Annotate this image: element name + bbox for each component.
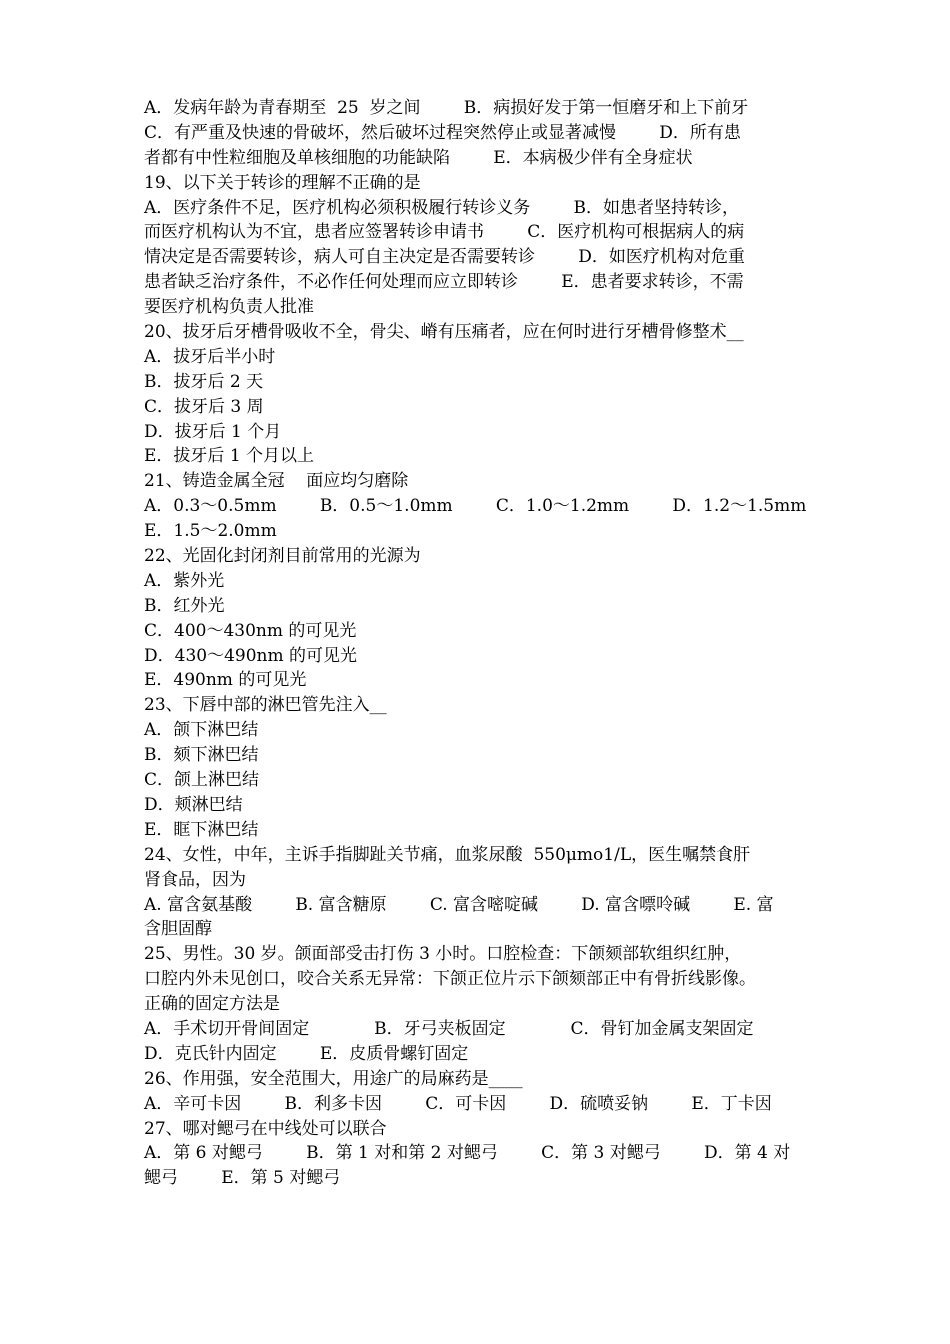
- question-title: 22、光固化封闭剂目前常用的光源为: [144, 546, 421, 567]
- option-line: B．颏下淋巴结: [144, 745, 259, 766]
- question-title: 23、下唇中部的淋巴管先注入__: [144, 695, 387, 716]
- option-line: D．颊淋巴结: [144, 794, 243, 815]
- option-line: E．拔牙后 1 个月以上: [144, 446, 315, 467]
- document-page: [144, 96, 808, 1191]
- question-title: 21、铸造金属全冠 面应均匀磨除: [144, 471, 409, 492]
- option-line: D．克氏针内固定 E．皮质骨螺钉固定: [144, 1043, 469, 1064]
- text-line: 患者缺乏治疗条件，不必作任何处理而应立即转诊 E．患者要求转诊，不需: [144, 272, 744, 293]
- option-line: A．紫外光: [144, 570, 225, 591]
- text-line: A．医疗条件不足，医疗机构必须积极履行转诊义务 B．如患者坚持转诊，: [144, 197, 739, 218]
- question-title: 19、以下关于转诊的理解不正确的是: [144, 172, 421, 193]
- option-line: E．490nm 的可见光: [144, 670, 307, 691]
- option-line: C．颌上淋巴结: [144, 770, 260, 791]
- text-line: C．有严重及快速的骨破坏，然后破坏过程突然停止或显著减慢 D．所有患: [144, 122, 741, 143]
- question-title: 24、女性，中年，主诉手指脚趾关节痛，血浆尿酸 550μmo1/L，医生嘱禁食肝: [144, 844, 751, 865]
- option-line: E．1.5～2.0mm: [144, 521, 277, 542]
- option-line: C．拔牙后 3 周: [144, 396, 264, 417]
- question-title: 27、哪对鳃弓在中线处可以联合: [144, 1118, 387, 1139]
- option-line: A．第 6 对鳃弓 B．第 1 对和第 2 对鳃弓 C．第 3 对鳃弓 D．第 4 对: [144, 1143, 791, 1164]
- text-line: 正确的固定方法是: [144, 994, 280, 1015]
- option-line: A．辛可卡因 B．利多卡因 C．可卡因 D．硫喷妥钠 E．丁卡因: [144, 1093, 772, 1114]
- option-line: A．0.3～0.5mm B．0.5～1.0mm C．1.0～1.2mm D．1.2～1.5mm: [144, 496, 807, 517]
- option-line: 含胆固醇: [144, 919, 212, 940]
- text-line: 要医疗机构负责人批准: [144, 297, 314, 318]
- question-title: 20、拔牙后牙槽骨吸收不全，骨尖、嵴有压痛者，应在何时进行牙槽骨修整术__: [144, 322, 744, 343]
- text-line: 情决定是否需要转诊，病人可自主决定是否需要转诊 D．如医疗机构对危重: [144, 247, 745, 268]
- option-line: B．红外光: [144, 595, 225, 616]
- text-line: 口腔内外未见创口，咬合关系无异常：下颌正位片示下颌颏部正中有骨折线影像。: [144, 969, 756, 990]
- option-line: A. 富含氨基酸 B. 富含糖原 C. 富含嘧啶碱 D. 富含嘌呤碱 E. 富: [144, 894, 774, 915]
- question-title: 26、作用强，安全范围大，用途广的局麻药是____: [144, 1068, 523, 1089]
- option-line: D．拔牙后 1 个月: [144, 421, 282, 442]
- option-line: A．拔牙后半小时: [144, 346, 276, 367]
- option-line: D．430～490nm 的可见光: [144, 645, 357, 666]
- option-line: A．手术切开骨间固定 B．牙弓夹板固定 C．骨钉加金属支架固定: [144, 1018, 754, 1039]
- option-line: A．颌下淋巴结: [144, 720, 259, 741]
- text-line: 肾食品，因为: [144, 869, 246, 890]
- option-line: C．400～430nm 的可见光: [144, 620, 357, 641]
- option-line: 鳃弓 E．第 5 对鳃弓: [144, 1168, 341, 1189]
- text-line: 而医疗机构认为不宜，患者应签署转诊申请书 C．医疗机构可根据病人的病: [144, 222, 745, 243]
- question-title: 25、男性。30 岁。颌面部受击打伤 3 小时。口腔检查：下颌颏部软组织红肿，: [144, 944, 742, 965]
- option-line: B．拔牙后 2 天: [144, 371, 264, 392]
- text-line: 者都有中性粒细胞及单核细胞的功能缺陷 E．本病极少伴有全身症状: [144, 147, 693, 168]
- text-line: A．发病年龄为青春期至 25 岁之间 B．病损好发于第一恒磨牙和上下前牙: [144, 98, 749, 118]
- option-line: E．眶下淋巴结: [144, 819, 259, 840]
